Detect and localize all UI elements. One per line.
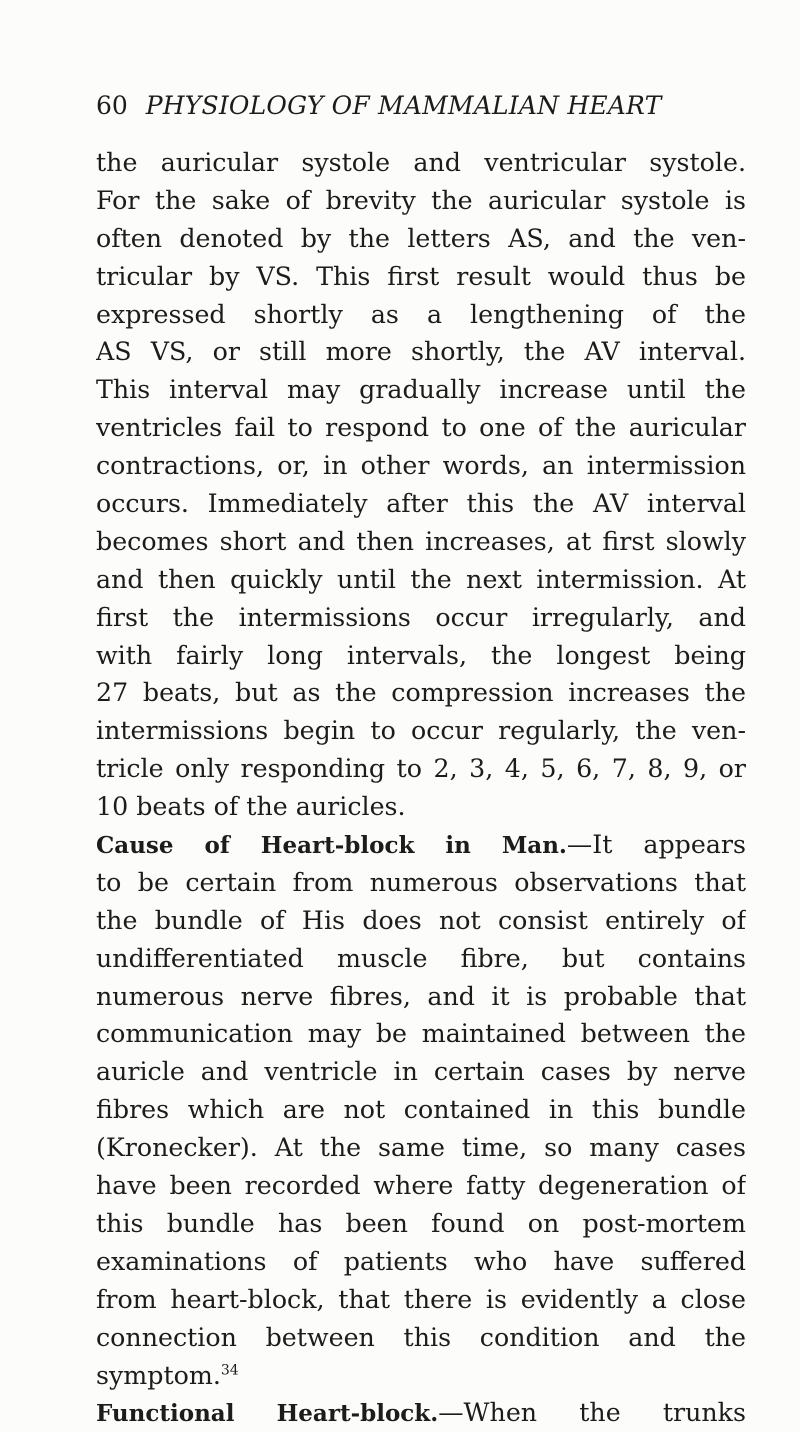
section-cause-first-line-text: —It appears	[566, 830, 746, 860]
text-line: communication may be maintained between the	[96, 1019, 746, 1049]
text-line: AS VS, or still more shortly, the AV interval.	[96, 337, 746, 367]
section-cause-last-line	[96, 1357, 746, 1395]
text-line: numerous nerve fibres, and it is probable that	[96, 981, 746, 1011]
body-text	[96, 144, 746, 1432]
text-line: often denoted by the letters AS, and the ven-	[96, 223, 746, 253]
section-cause-last-text: symptom.	[96, 1360, 221, 1390]
section-heading-functional: Functional Heart-block.	[96, 1400, 439, 1428]
section-functional-first-line	[96, 1394, 746, 1432]
section-functional-first-line-text: —When the trunks	[438, 1398, 746, 1428]
text-line: connection between this condition and the	[96, 1322, 746, 1352]
text-line: occurs. Immediately after this the AV interval	[96, 489, 746, 519]
text-line: and then quickly until the next intermission. At	[96, 564, 746, 594]
page-number: 60	[96, 91, 128, 120]
text-line: tricle only responding to 2, 3, 4, 5, 6, 7, 8, 9, or	[96, 754, 746, 784]
running-head	[96, 89, 746, 123]
text-line: have been recorded where fatty degeneration of	[96, 1171, 746, 1201]
text-line: first the intermissions occur irregularly, and	[96, 602, 746, 632]
footnote-reference: 34	[220, 1362, 239, 1379]
section-cause-first-line	[96, 826, 746, 864]
text-line: this bundle has been found on post-mortem	[96, 1208, 746, 1238]
text-line: to be certain from numerous observations that	[96, 867, 746, 897]
text-line: with fairly long intervals, the longest being	[96, 640, 746, 670]
running-head-title: PHYSIOLOGY OF MAMMALIAN HEART	[145, 91, 662, 120]
text-line: expressed shortly as a lengthening of the	[96, 299, 746, 329]
text-line: ventricles fail to respond to one of the auricular	[96, 413, 746, 443]
text-line: contractions, or, in other words, an intermission	[96, 451, 746, 481]
text-line: from heart-block, that there is evidently a close	[96, 1284, 746, 1314]
text-line: the bundle of His does not consist entirely of	[96, 905, 746, 935]
text-line: For the sake of brevity the auricular systole is	[96, 185, 746, 215]
text-line: tricular by VS. This first result would thus be	[96, 261, 746, 291]
text-line: (Kronecker). At the same time, so many cases	[96, 1133, 746, 1163]
text-line: 10 beats of the auricles.	[96, 792, 406, 822]
text-line: intermissions begin to occur regularly, the ven-	[96, 716, 746, 746]
text-line: This interval may gradually increase until the	[96, 375, 746, 405]
section-heading-cause: Cause of Heart-block in Man.	[96, 832, 567, 860]
text-line: the auricular systole and ventricular systole.	[96, 148, 746, 177]
text-line: undifferentiated muscle fibre, but contains	[96, 943, 746, 973]
text-line: examinations of patients who have suffered	[96, 1246, 746, 1276]
text-line: 27 beats, but as the compression increases the	[96, 678, 746, 708]
text-line: becomes short and then increases, at first slowly	[96, 526, 746, 556]
text-line: fibres which are not contained in this bundle	[96, 1095, 746, 1125]
text-line: auricle and ventricle in certain cases by nerve	[96, 1057, 746, 1087]
